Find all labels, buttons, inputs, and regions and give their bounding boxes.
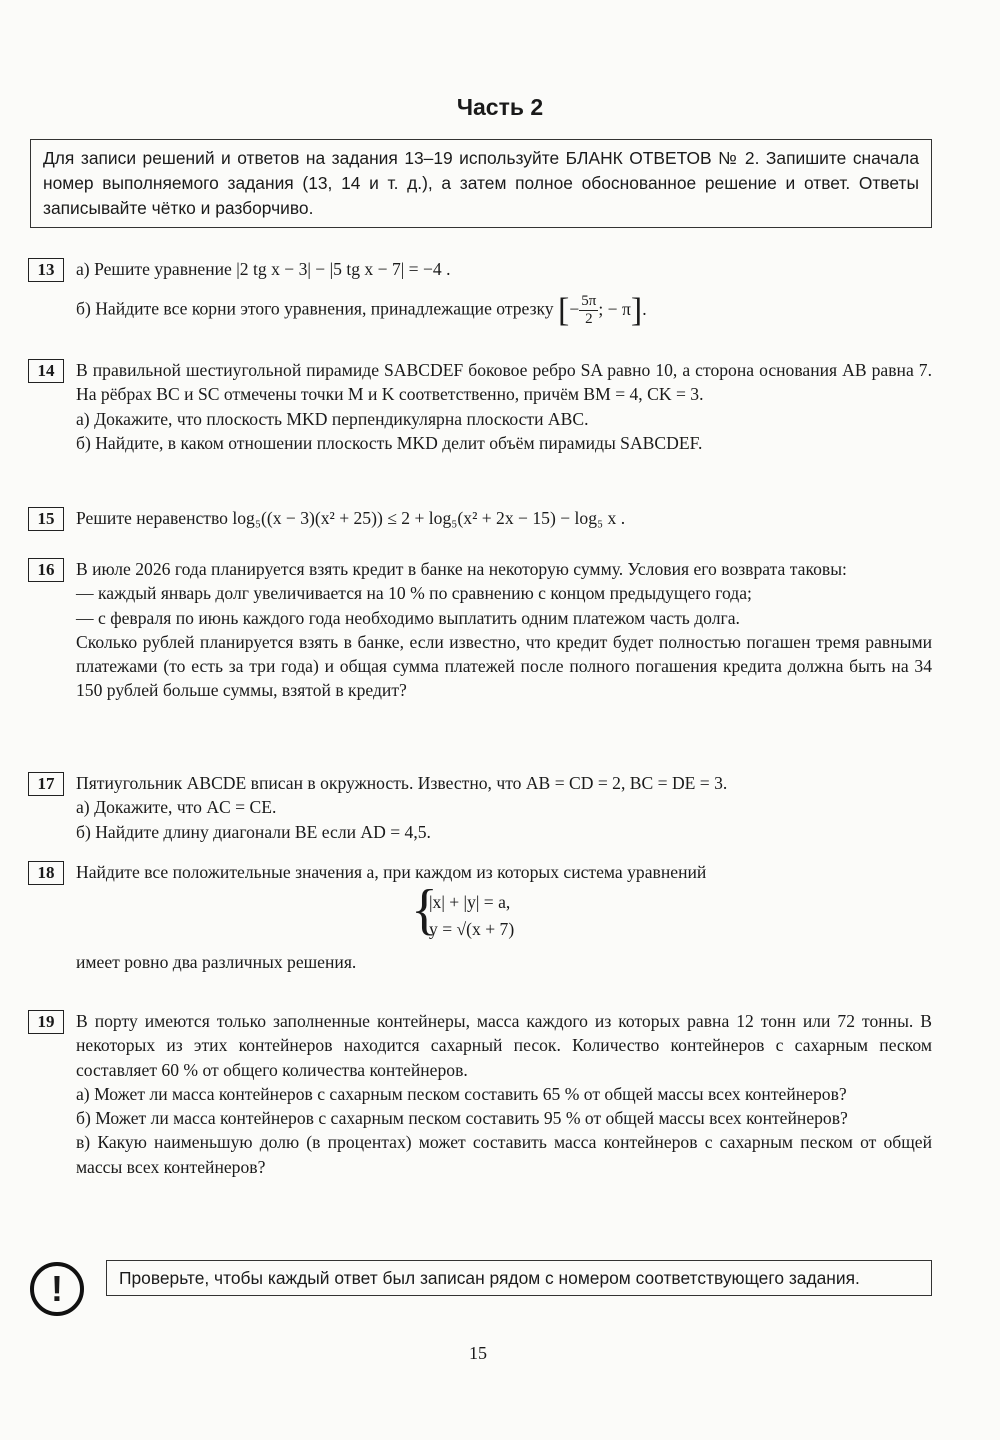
task-number: 17 — [28, 772, 64, 796]
task-18-question: имеет ровно два различных решения. — [76, 952, 357, 973]
task-16-rule-2: — с февраля по июнь каждого года необходимо выплатить одним платежом часть долга. — [76, 607, 740, 628]
task-15-inequality: log₅((x − 3)(x² + 25)) ≤ 2 + log₅(x² + 2x − 15) − log₅ x . — [232, 508, 626, 528]
task-13-a-label: а) Решите уравнение — [76, 259, 237, 279]
task-17-condition: Пятиугольник ABCDE вписан в окружность. Известно, что AB = CD = 2, BC = DE = 3. — [76, 773, 728, 793]
task-number: 16 — [28, 558, 64, 582]
task-16-question: Сколько рублей планируется взять в банке, если известно, что кредит будет полностью погашен тремя равными платежами (то есть за три года) и общая сумма платежей после полного погашения кредита должна быть на 34 150 рублей больше суммы, взятой в кредит? — [76, 631, 932, 701]
task-13 — [28, 257, 932, 328]
page-number: 15 — [469, 1343, 487, 1363]
task-17-part-a: а) Докажите, что AC = CE. — [76, 797, 277, 818]
system-brace: { — [411, 879, 438, 942]
task-14-part-a: а) Докажите, что плоскость MKD перпендикулярна плоскости ABC. — [76, 408, 589, 429]
task-14-condition: В правильной шестиугольной пирамиде SABCDEF боковое ребро SA равно 10, а сторона основания AB равна 7. На рёбрах BC и SC отмечены точки M и K соответственно, причём BM = 4, CK = 3. — [76, 360, 932, 405]
task-13-interval: [− $\frac{5\pi}{2}$ ; − π]. — [558, 291, 647, 329]
exclamation-icon: ! — [30, 1262, 84, 1316]
task-number: 15 — [28, 507, 64, 531]
warning-box: Проверьте, чтобы каждый ответ был записан рядом с номером соответствующего задания. — [106, 1260, 932, 1296]
interval-right-end: ; − π — [598, 298, 631, 319]
frac-denominator: 2 — [585, 311, 593, 328]
task-17-part-b: б) Найдите длину диагонали BE если AD = 4,5. — [76, 821, 431, 842]
task-17 — [28, 771, 932, 844]
task-15 — [28, 506, 932, 530]
task-14-part-b: б) Найдите, в каком отношении плоскость MKD делит объём пирамиды SABCDEF. — [76, 432, 703, 453]
task-16 — [28, 557, 932, 703]
task-19-part-a: а) Может ли масса контейнеров с сахарным песком составить 65 % от общей массы всех контейнеров? — [76, 1083, 847, 1104]
equation-system — [411, 879, 611, 944]
task-16-condition: В июле 2026 года планируется взять кредит в банке на некоторую сумму. Условия его возврата таковы: — [76, 559, 847, 579]
task-13-equation: |2 tg x − 3| − |5 tg x − 7| = −4 . — [236, 259, 451, 279]
task-18 — [28, 860, 932, 975]
task-19-part-c: в) Какую наименьшую долю (в процентах) может составить масса контейнеров с сахарным песком от общей массы всех контейнеров? — [76, 1132, 932, 1177]
system-equation-1: |x| + |y| = a, — [429, 892, 511, 913]
task-14 — [28, 358, 932, 455]
task-15-label: Решите неравенство — [76, 508, 233, 528]
task-number: 19 — [28, 1010, 64, 1034]
system-equation-2: y = √(x + 7) — [429, 919, 515, 940]
task-16-rule-1: — каждый январь долг увеличивается на 10 % по сравнению с концом предыдущего года; — [76, 583, 752, 604]
task-number: 13 — [28, 258, 64, 282]
task-13-b-label: б) Найдите все корни этого уравнения, принадлежащие отрезку — [76, 298, 559, 319]
task-19-condition: В порту имеются только заполненные контейнеры, масса каждого из которых равна 12 тонн или 72 тонны. В некоторых из этих контейнеров находится сахарный песок. Количество контейнеров с сахарным песком составляет 60 % от общего количества контейнеров. — [76, 1011, 932, 1080]
task-number: 14 — [28, 359, 64, 383]
frac-numerator: 5π — [581, 293, 597, 310]
instructions-box: Для записи решений и ответов на задания 13–19 используйте БЛАНК ОТВЕТОВ № 2. Запишите сначала номер выполняемого задания (13, 14 и т. д.), а затем полное обоснованное решение и ответ. Ответы записывайте чётко и разборчиво. — [30, 139, 932, 228]
page-title: Часть 2 — [456, 94, 544, 120]
task-19 — [28, 1009, 932, 1179]
task-number: 18 — [28, 861, 64, 885]
task-18-condition: Найдите все положительные значения a, при каждом из которых система уравнений — [76, 862, 707, 882]
task-19-part-b: б) Может ли масса контейнеров с сахарным песком составить 95 % от общей массы всех контейнеров? — [76, 1108, 848, 1129]
